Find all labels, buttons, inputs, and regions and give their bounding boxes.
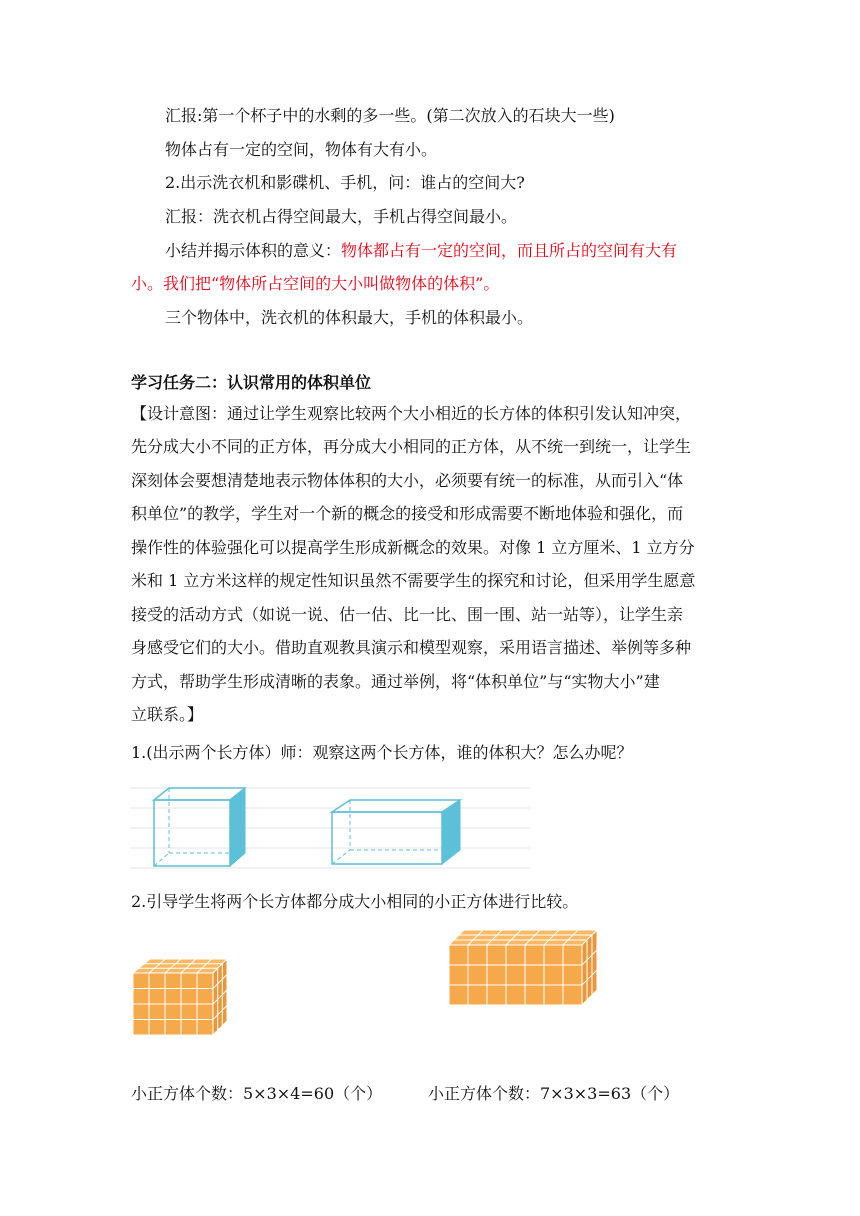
step-2-line: 2.引导学生将两个长方体都分成大小相同的小正方体进行比较。	[131, 892, 579, 911]
design-intent-line-2: 先分成大小不同的正方体，再分成大小相同的正方体，从不统一到统一，让学生	[131, 437, 692, 456]
cuboid-left	[154, 788, 245, 866]
cube-count-left: 小正方体个数：5×3×4=60（个）	[131, 1084, 383, 1103]
design-intent-line-4: 积单位”的教学，学生对一个新的概念的接受和形成需要不断地体验和强化，而	[131, 504, 684, 523]
cube-stack-left-top	[133, 959, 227, 973]
report-line-2: 汇报：洗衣机占得空间最大，手机占得空间最小。	[165, 207, 518, 226]
cube-stack-right-front	[449, 945, 582, 1005]
cuboid-right	[332, 800, 460, 864]
two-cuboids-figure	[130, 778, 530, 874]
summary-line	[165, 241, 765, 261]
cube-stack-right	[446, 925, 601, 1010]
question-line: 2.出示洗衣机和影碟机、手机，问：谁占的空间大?	[165, 173, 525, 192]
design-intent-line-9: 方式，帮助学生形成清晰的表象。通过举例，将“体积单位”与“实物大小”建	[131, 672, 660, 691]
cube-stack-left	[130, 955, 230, 1040]
comparison-line: 三个物体中，洗衣机的体积最大，手机的体积最小。	[165, 308, 534, 327]
step-1-line: 1.(出示两个长方体）师：观察这两个长方体，谁的体积大？怎么办呢？	[131, 743, 633, 762]
volume-definition-part2: 小。我们把“物体所占空间的大小叫做物体的体积”。	[131, 274, 500, 293]
cube-count-right: 小正方体个数：7×3×3=63（个）	[428, 1084, 680, 1103]
cube-stack-right-top	[449, 930, 597, 945]
design-intent-line-3: 深刻体会要想清楚地表示物体体积的大小，必须要有统一的标准，从而引入“体	[131, 471, 684, 490]
design-intent-line-10: 立联系。】	[131, 705, 204, 724]
design-intent-line-8: 身感受它们的大小。借助直观教具演示和模型观察，采用语言描述、举例等多种	[131, 638, 692, 657]
conclusion-line: 物体占有一定的空间，物体有大有小。	[165, 140, 438, 159]
design-intent-line-1: 【设计意图：通过让学生观察比较两个大小相近的长方体的体积引发认知冲突，	[131, 404, 692, 423]
design-intent-line-5: 操作性的体验强化可以提高学生形成新概念的效果。对像 1 立方厘米、1 立方分	[131, 538, 695, 557]
section-heading: 学习任务二：认识常用的体积单位	[131, 373, 372, 392]
volume-definition-part1: 物体都占有一定的空间，而且所占的空间有大有	[341, 241, 678, 260]
design-intent-line-6: 米和 1 立方米这样的规定性知识虽然不需要学生的探究和讨论，但采用学生愿意	[131, 571, 696, 590]
design-intent-line-7: 接受的活动方式（如说一说、估一估、比一比、围一围、站一站等），让学生亲	[131, 605, 684, 624]
report-line-1: 汇报:第一个杯子中的水剩的多一些。(第二次放入的石块大一些)	[165, 106, 615, 125]
summary-label: 小结并揭示体积的意义：	[165, 241, 342, 260]
